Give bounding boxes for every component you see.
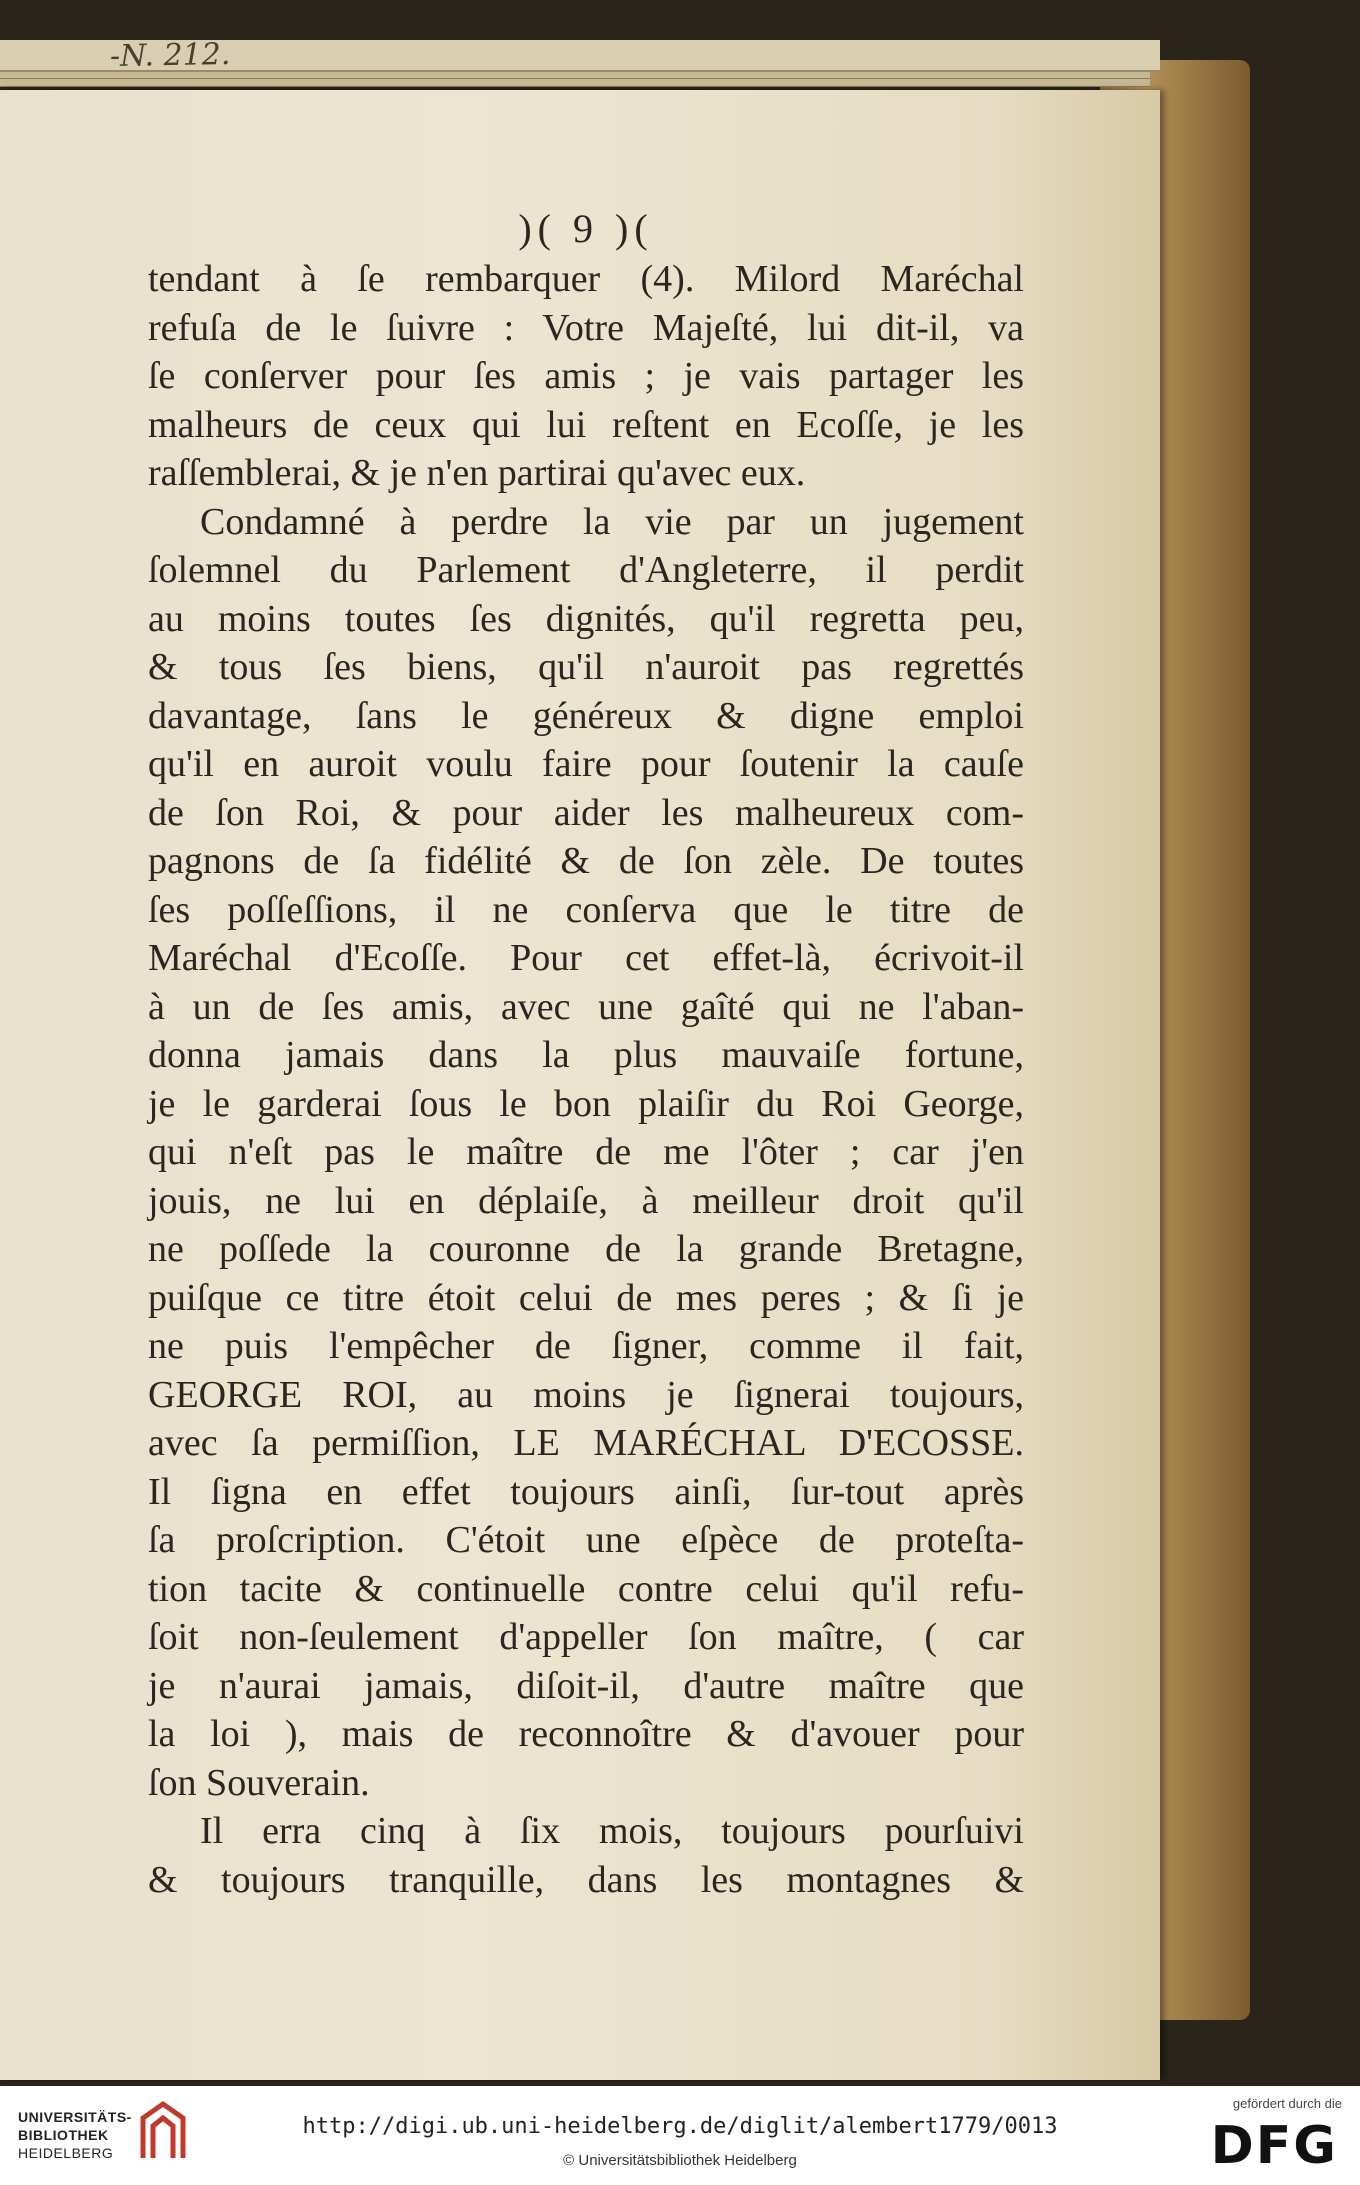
text-line: refuſa de le ſuivre : Votre Majeſté, lui dit-il, va xyxy=(148,306,1024,349)
library-name-line2: BIBLIOTHEK xyxy=(18,2127,109,2143)
text-line: ſa proſcription. C'étoit une eſpèce de proteſta- xyxy=(148,1519,1024,1561)
text-line: malheurs de ceux qui lui reſtent en Ecoſſe, je les xyxy=(148,403,1024,446)
text-line: ſes poſſeſſions, il ne conſerva que le titre de xyxy=(148,888,1024,931)
text-line: qui n'eſt pas le maître de me l'ôter ; car j'en xyxy=(148,1131,1024,1173)
text-line: je le garderai ſous le bon plaiſir du Roi George, xyxy=(148,1082,1024,1125)
text-line: ſe conſerver pour ſes amis ; je vais partager les xyxy=(148,355,1024,397)
text-line: raſſemblerai, & je n'en partirai qu'avec eux. xyxy=(148,452,806,494)
text-line: & toujours tranquille, dans les montagnes & xyxy=(148,1858,1024,1901)
text-line: GEORGE ROI, au moins je ſignerai toujours, xyxy=(148,1373,1024,1416)
library-name-line3: HEIDELBERG xyxy=(18,2145,114,2161)
text-line: de ſon Roi, & pour aider les malheureux com- xyxy=(148,791,1024,834)
text-line: donna jamais dans la plus mauvaiſe fortune, xyxy=(148,1034,1024,1076)
funded-by-text: gefördert durch die xyxy=(1232,2096,1342,2111)
text-line: ſon Souverain. xyxy=(148,1761,370,1804)
page-text xyxy=(148,205,1024,1904)
page-number: )( 9 )( xyxy=(518,206,654,251)
copyright-text: © Universitätsbibliothek Heidelberg xyxy=(563,2152,797,2169)
text-line: ſoit non-ſeulement d'appeller ſon maître, ( car xyxy=(148,1616,1024,1658)
text-line: Condamné à perdre la vie par un jugement xyxy=(200,500,1024,543)
text-line: tion tacite & continuelle contre celui qu'il refu- xyxy=(148,1567,1024,1610)
text-line: pagnons de ſa fidélité & de ſon zèle. De toutes xyxy=(148,840,1024,882)
text-line: au moins toutes ſes dignités, qu'il regretta peu, xyxy=(148,597,1024,640)
page-stack-edge xyxy=(0,78,1150,87)
text-line: avec ſa permiſſion, LE MARÉCHAL D'ECOSSE. xyxy=(148,1422,1024,1464)
library-name-line1: UNIVERSITÄTS- xyxy=(18,2109,132,2125)
text-line: ne puis l'empêcher de ſigner, comme il fait, xyxy=(148,1325,1024,1367)
text-line: Maréchal d'Ecoſſe. Pour cet effet-là, écrivoit-il xyxy=(148,937,1024,979)
text-line: puiſque ce titre étoit celui de mes peres ; & ſi je xyxy=(148,1276,1024,1319)
text-line: je n'aurai jamais, diſoit-il, d'autre maître que xyxy=(148,1664,1024,1707)
text-line: jouis, ne lui en déplaiſe, à meilleur droit qu'il xyxy=(148,1179,1024,1222)
manuscript-note: -N. 212. xyxy=(109,36,231,75)
text-line: à un de ſes amis, avec une gaîté qui ne l'aban- xyxy=(148,985,1024,1028)
text-line: qu'il en auroit voulu faire pour ſoutenir la cauſe xyxy=(148,743,1024,785)
text-line: & tous ſes biens, qu'il n'auroit pas regrettés xyxy=(148,646,1024,688)
text-line: la loi ), mais de reconnoître & d'avouer pour xyxy=(148,1713,1024,1755)
text-line: davantage, ſans le généreux & digne emploi xyxy=(148,694,1024,737)
text-line: ſolemnel du Parlement d'Angleterre, il perdit xyxy=(148,549,1024,591)
text-line: Il erra cinq à ſix mois, toujours pourſuivi xyxy=(200,1810,1024,1852)
text-lines xyxy=(148,255,1024,1904)
footer-bar xyxy=(0,2086,1360,2185)
dfg-logo[interactable]: DFG xyxy=(1210,2116,1338,2176)
text-line: Il ſigna en effet toujours ainſi, ſur-tout après xyxy=(148,1470,1024,1513)
text-line: ne poſſede la couronne de la grande Bretagne, xyxy=(148,1228,1024,1270)
text-line: tendant à ſe rembarquer (4). Milord Maréchal xyxy=(148,258,1024,300)
page-url-link[interactable]: http://digi.ub.uni-heidelberg.de/diglit/alembert1779/0013 xyxy=(302,2114,1058,2139)
